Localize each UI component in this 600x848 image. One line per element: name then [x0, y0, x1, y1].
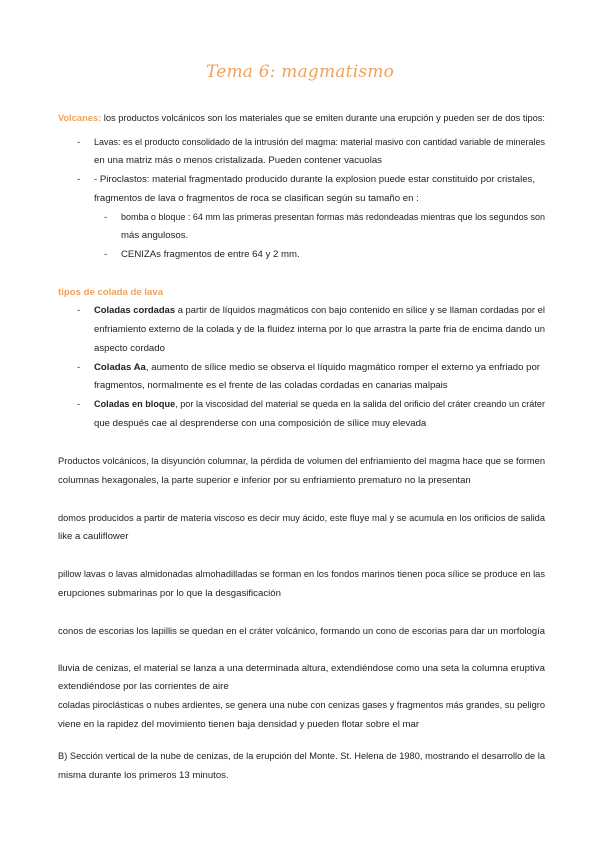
colada-cordada-line-3: aspecto cordado	[94, 343, 165, 354]
paragraph-coladas-piro-line-1: coladas piroclásticas o nubes ardientes, se genera una nube con cenizas gases y fragmentos más grandes, su peligro	[58, 700, 546, 711]
lavas-line-1: Lavas: es el producto consolidado de la intrusión del magma: material masivo con cantidad variable de minerales	[94, 137, 546, 148]
paragraph-lluvia-line-1: lluvia de cenizas, el material se lanza a una determinada altura, extendiéndose como una seta la columna eruptiva	[58, 663, 545, 674]
paragraph-pillow-line-2: erupciones submarinas por lo que la desgasificación	[58, 588, 281, 599]
colada-cordada-term: Coladas cordadas	[94, 305, 176, 316]
colada-cordada-line-2: enfriamiento externo de la colada y de la fluidez interna por lo que arrastra la parte fria de encima dando un	[94, 324, 545, 335]
volcanes-label: Volcanes:	[58, 113, 102, 124]
bullet-dash: -	[104, 212, 108, 223]
lavas-line-2: en una matriz más o menos cristalizada. Pueden contener vacuolas	[94, 155, 382, 166]
paragraph-domos-line-2: like a cauliflower	[58, 531, 129, 542]
volcanes-intro: los productos volcánicos son los materiales que se emiten durante una erupción y pueden ser de dos tipos:	[101, 113, 546, 124]
bullet-dash: -	[104, 249, 108, 260]
volcanes-intro-line	[58, 113, 545, 124]
paragraph-domos-line-1: domos producidos a partir de materia viscoso es decir muy ácido, este fluye mal y se acumula en los orificios de salida	[58, 513, 545, 524]
page-title: Tema 6: magmatismo	[205, 62, 395, 82]
bomba-line-2: más angulosos.	[121, 230, 189, 241]
paragraph-disyuncion-line-2: columnas hexagonales, la parte superior e inferior por su enfriamiento prematuro no la presentan	[58, 475, 471, 486]
colada-aa-line-2: fragmentos, normalmente es el frente de las coladas cordadas en canarias malpais	[94, 380, 448, 391]
colada-cordada-text: a partir de líquidos magmáticos con bajo contenido en sílice y se llaman cordadas por el	[175, 305, 545, 316]
bomba-line-1: bomba o bloque : 64 mm las primeras presentan formas más redondeadas mientras que los segundos son	[121, 212, 546, 223]
bullet-dash: -	[77, 305, 81, 316]
bullet-dash: -	[77, 399, 81, 410]
bullet-dash: -	[77, 174, 81, 185]
colada-aa-line-1	[94, 362, 540, 373]
paragraph-lluvia-line-2: extendiéndose por las corrientes de aire	[58, 681, 229, 692]
colada-cordada-line-1	[94, 305, 545, 316]
colada-bloque-line-1	[94, 399, 545, 410]
paragraph-pillow-line-1: pillow lavas o lavas almidonadas almohadilladas se forman en los fondos marinos tienen poca sílice se produce en las	[58, 569, 545, 580]
colada-bloque-term: Coladas en bloque	[94, 399, 176, 410]
colada-aa-text: , aumento de sílice medio se observa el líquido magmático romper el externo ya enfriado por	[145, 362, 540, 373]
cenizas-line: CENIZAs fragmentos de entre 64 y 2 mm.	[121, 249, 300, 260]
section-heading-tipos: tipos de colada de lava	[58, 287, 164, 298]
paragraph-coladas-piro-line-2: viene en la rapidez del movimiento tienen baja densidad y pueden flotar sobre el mar	[58, 719, 420, 730]
colada-bloque-text: , por la viscosidad del material se queda en la salida del orificio del cráter creando un cráter	[175, 399, 546, 410]
paragraph-conos-line-1: conos de escorias los lapillis se quedan en el cráter volcánico, formando un cono de escorias para dar un morfología	[58, 626, 545, 637]
bullet-dash: -	[77, 137, 81, 148]
colada-bloque-line-2: que después cae al desprenderse con una composición de sílice muy elevada	[94, 418, 427, 429]
piroclastos-line-1: - Piroclastos: material fragmentado producido durante la explosion puede estar constituido por cristales,	[94, 174, 536, 185]
piroclastos-line-2: fragmentos de lava o fragmentos de roca se clasifican según su tamaño en :	[94, 193, 419, 204]
paragraph-disyuncion-line-1: Productos volcánicos, la disyunción columnar, la pérdida de volumen del enfriamiento del magma hace que se formen	[58, 456, 546, 467]
colada-aa-term: Coladas Aa	[94, 362, 146, 373]
bullet-dash: -	[77, 362, 81, 373]
paragraph-seccion-line-2: misma durante los primeros 13 minutos.	[58, 770, 229, 781]
paragraph-seccion-line-1: B) Sección vertical de la nube de cenizas, de la erupción del Monte. St. Helena de 1980, mostrando el desarrollo de la	[58, 751, 546, 762]
